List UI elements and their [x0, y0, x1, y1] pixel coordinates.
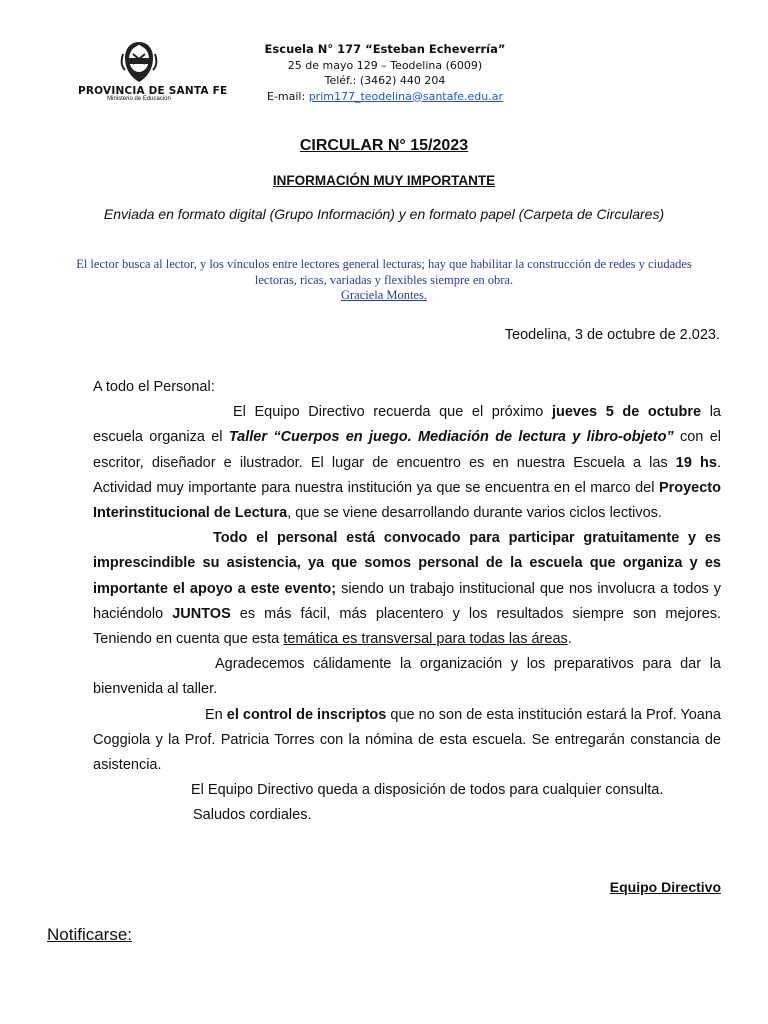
text-run: la escuela organiza el — [93, 404, 721, 446]
school-email-line — [240, 89, 530, 105]
quote-text: El lector busca al lector, y los vínculos entre lectores general lecturas; hay que habilitar la construcción de redes y ciudades lectoras, ricas, variadas y flexibles siempre en obra. — [76, 257, 692, 287]
epigraph-quote — [56, 257, 712, 304]
circular-title: CIRCULAR N° 15/2023 — [299, 137, 469, 154]
underlined-run: temática es transversal para todas las áreas — [283, 631, 568, 648]
letter-body — [93, 375, 721, 829]
bold-run: Proyecto Interinstitucional de Lectura — [93, 479, 721, 522]
closing-salutation: Saludos cordiales. — [193, 807, 312, 824]
ministry-name: Ministerio de Educación — [107, 96, 171, 102]
paragraph-4 — [93, 703, 721, 779]
quote-author: Graciela Montes. — [340, 288, 428, 302]
signature: Equipo Directivo — [609, 879, 721, 895]
text-run: siendo un trabajo institucional que nos involucra a todos y haciéndolo — [93, 580, 721, 622]
bold-run: el control de inscriptos — [226, 706, 387, 723]
text-run: El Equipo Directivo recuerda que el próximo — [233, 404, 552, 421]
email-link[interactable]: prim177_teodelina@santafe.edu.ar — [308, 89, 503, 103]
paragraph-2 — [93, 526, 721, 652]
workshop-name: Taller “Cuerpos en juego. Mediación de lectura y libro-objeto” — [228, 429, 674, 446]
text-run: con el escritor, diseñador e ilustrador. El lugar de encuentro es en nuestra Escuela a las — [93, 429, 721, 471]
delivery-note: Enviada en formato digital (Grupo Información) y en formato papel (Carpeta de Circulares) — [103, 206, 665, 222]
province-logo — [78, 40, 228, 106]
paragraph-1 — [93, 400, 721, 526]
text-run: que no son de esta institución estará la Prof. Yoana Coggiola y la Prof. Patricia Torres con la nómina de esta escuela. Se entregarán constancia de asistencia. — [93, 706, 721, 774]
bold-run: 19 hs — [675, 454, 717, 471]
document-date: Teodelina, 3 de octubre de 2.023. — [504, 327, 720, 343]
school-info — [240, 42, 530, 104]
text-run: . Actividad muy importante para nuestra institución ya que se encuentra en el marco del — [93, 454, 721, 496]
text-run: En — [205, 706, 227, 723]
school-name: Escuela N° 177 “Esteban Echeverría” — [264, 42, 506, 56]
email-label: E-mail: — [267, 89, 306, 103]
province-name: PROVINCIA DE SANTA FE — [78, 85, 228, 97]
school-phone: Teléf.: (3462) 440 204 — [324, 74, 446, 87]
coat-of-arms-icon — [119, 40, 159, 84]
notify-label: Notificarse: — [47, 925, 133, 944]
text-run: , que se viene desarrollando durante varios ciclos lectivos. — [287, 505, 662, 522]
bold-run: JUNTOS — [172, 605, 231, 622]
school-address: 25 de mayo 129 – Teodelina (6009) — [287, 58, 483, 72]
bold-run: Todo el personal está convocado para participar gratuitamente y es imprescindible su asistencia, ya que somos personal de la escuela que organiza y es importante el apoyo a este evento; — [93, 530, 721, 597]
bold-run: jueves 5 de octubre — [551, 404, 702, 421]
greeting: A todo el Personal: — [93, 379, 215, 395]
circular-subtitle: INFORMACIÓN MUY IMPORTANTE — [272, 173, 496, 188]
text-run: . — [567, 631, 572, 648]
paragraph-3: Agradecemos cálidamente la organización y los preparativos para dar la bienvenida al taller. — [93, 656, 721, 698]
text-run: es más fácil, más placentero y los resultados siempre son mejores. Teniendo en cuenta que esta — [93, 605, 721, 648]
paragraph-5: El Equipo Directivo queda a disposición de todos para cualquier consulta. — [191, 782, 664, 799]
